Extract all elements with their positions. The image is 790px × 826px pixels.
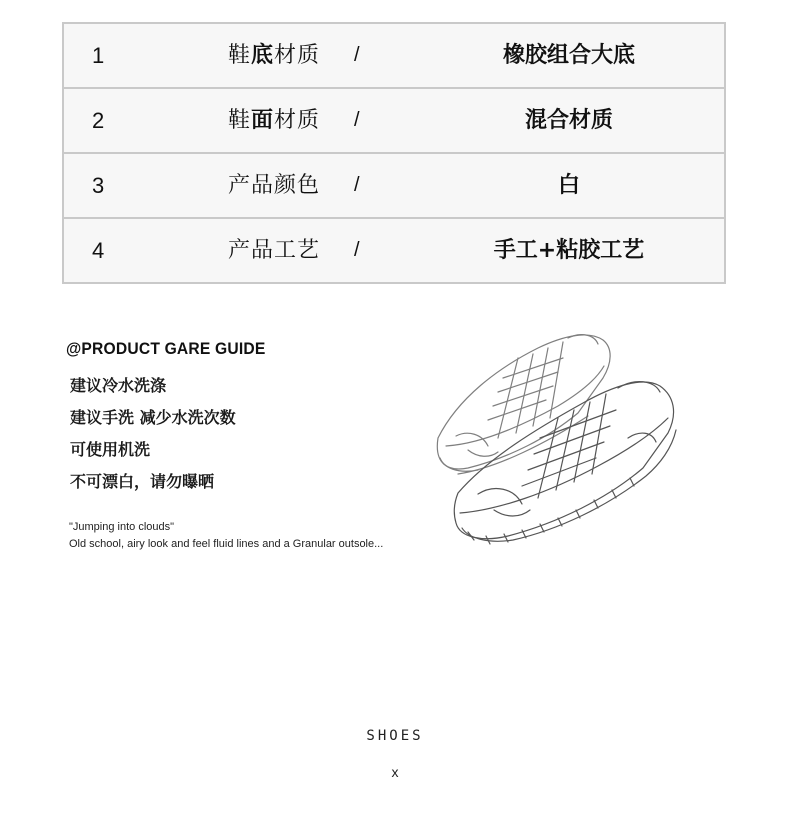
row-separator: / <box>354 239 360 261</box>
spec-row-upper <box>64 89 724 154</box>
row-separator: / <box>354 174 360 196</box>
row-label: 产品工艺 <box>228 238 321 263</box>
care-guide-item: 可使用机洗 <box>70 440 151 459</box>
spec-table <box>62 22 726 284</box>
spec-row-craft <box>64 219 724 284</box>
care-guide-item: 不可漂白，请勿曝晒 <box>70 472 215 491</box>
tagline-quote: "Jumping into clouds" <box>69 521 175 533</box>
row-number: 4 <box>92 238 105 263</box>
row-label: 鞋底材质 <box>228 43 321 68</box>
sneaker-sketch-icon <box>398 318 698 558</box>
footer-label: SHOES <box>366 728 424 744</box>
row-value: 橡胶组合大底 <box>502 43 635 68</box>
row-value: 混合材质 <box>524 108 613 133</box>
care-guide-item: 建议手洗 减少水洗次数 <box>70 408 236 427</box>
spec-row-color <box>64 154 724 219</box>
row-separator: / <box>354 109 360 131</box>
footer-mark: x <box>391 764 399 780</box>
row-value: 手工+粘胶工艺 <box>493 238 645 263</box>
back-shoe-sketch <box>437 335 610 474</box>
row-number: 2 <box>92 108 105 133</box>
spec-row-sole <box>64 24 724 89</box>
tagline-description: Old school, airy look and feel fluid lines and a Granular outsole... <box>69 538 384 550</box>
row-label: 鞋面材质 <box>228 108 321 133</box>
row-number: 1 <box>92 43 105 68</box>
row-separator: / <box>354 44 360 66</box>
row-label: 产品颜色 <box>228 173 321 198</box>
care-guide-title: @PRODUCT GARE GUIDE <box>66 339 266 358</box>
row-value: 白 <box>557 173 580 198</box>
care-guide-item: 建议冷水洗涤 <box>70 376 167 395</box>
row-number: 3 <box>92 173 105 198</box>
tagline <box>69 519 383 553</box>
care-guide-list <box>70 374 236 502</box>
